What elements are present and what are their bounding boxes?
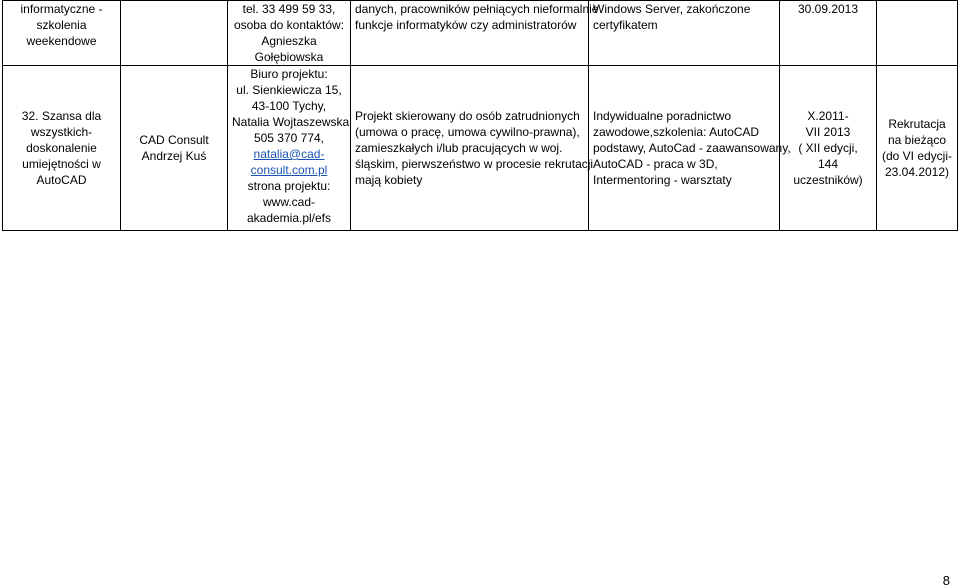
cell-beneficiary bbox=[121, 66, 228, 231]
cell-scope-cont bbox=[589, 1, 780, 66]
text-line: 144 bbox=[817, 157, 839, 171]
text-line: śląskim, pierwszeństwo w procesie rekrutacji bbox=[355, 157, 594, 171]
text-line: Andrzej Kuś bbox=[141, 149, 207, 163]
text-line: funkcje informatyków czy administratorów bbox=[355, 18, 577, 32]
text-line: 32. Szansa dla bbox=[21, 109, 102, 123]
text-line: osoba do kontaktów: bbox=[233, 18, 345, 32]
cell-project-name-cont bbox=[3, 1, 121, 66]
text-line: zawodowe,szkolenia: AutoCAD bbox=[593, 125, 760, 139]
text-line: 505 370 774, bbox=[253, 131, 325, 145]
email-link[interactable]: natalia@cad- bbox=[253, 147, 325, 161]
text-line: ul. Sienkiewicza 15, bbox=[236, 83, 342, 97]
text-line: strona projektu: bbox=[247, 179, 331, 193]
text-line: szkolenia bbox=[36, 18, 87, 32]
text-line: doskonalenie bbox=[26, 141, 97, 155]
text-line: 23.04.2012) bbox=[884, 165, 950, 179]
email-link[interactable]: consult.com.pl bbox=[250, 163, 328, 177]
text-line: na bieżąco bbox=[887, 133, 947, 147]
cell-recruitment-cont bbox=[877, 1, 958, 66]
text-line: VII 2013 bbox=[805, 125, 851, 139]
table-row bbox=[3, 66, 958, 231]
text-line: Gołębiowska bbox=[254, 50, 324, 64]
table-row bbox=[3, 1, 958, 66]
cell-period bbox=[780, 66, 877, 231]
text-line: uczestników) bbox=[793, 173, 863, 187]
text-line: Indywidualne poradnictwo bbox=[593, 109, 732, 123]
text-line: X.2011- bbox=[807, 109, 849, 123]
text-line: informatyczne - bbox=[20, 2, 103, 16]
text-line: Biuro projektu: bbox=[250, 67, 328, 81]
text-line: CAD Consult bbox=[139, 133, 209, 147]
text-line: Rekrutacja bbox=[888, 117, 946, 131]
text-line: (umowa o pracę, umowa cywilno-prawna), bbox=[355, 125, 580, 139]
cell-target-cont bbox=[351, 1, 599, 66]
cell-date-cont bbox=[780, 1, 877, 66]
text-line: 43-100 Tychy, bbox=[251, 99, 327, 113]
text-line: 30.09.2013 bbox=[797, 2, 859, 16]
text-line: Projekt skierowany do osób zatrudnionych bbox=[355, 109, 580, 123]
text-line: umiejętności w bbox=[22, 157, 101, 171]
text-line: certyfikatem bbox=[593, 18, 658, 32]
text-line: mają kobiety bbox=[355, 173, 423, 187]
text-line: wszystkich- bbox=[30, 125, 93, 139]
text-line: weekendowe bbox=[26, 34, 97, 48]
text-line: Natalia Wojtaszewska bbox=[232, 115, 350, 129]
text-line: danych, pracowników pełniących nieformalnie bbox=[355, 2, 599, 16]
cell-beneficiary-cont bbox=[121, 1, 228, 66]
cell-contact-cont bbox=[228, 1, 351, 66]
text-line: AutoCAD - praca w 3D, bbox=[593, 157, 718, 171]
page-number: 8 bbox=[942, 573, 950, 588]
cell-target-group bbox=[351, 66, 594, 231]
text-line: AutoCAD bbox=[36, 173, 87, 187]
text-line: podstawy, AutoCad - zaawansowany, bbox=[593, 141, 791, 155]
text-line: www.cad- bbox=[262, 195, 315, 209]
text-line: ( XII edycji, bbox=[798, 141, 858, 155]
text-line: Intermentoring - warsztaty bbox=[593, 173, 732, 187]
projects-table bbox=[2, 0, 958, 231]
text-line: akademia.pl/efs bbox=[246, 211, 332, 225]
cell-recruitment bbox=[877, 66, 958, 231]
text-line: (do VI edycji- bbox=[881, 149, 953, 163]
cell-project-name bbox=[3, 66, 121, 231]
text-line: tel. 33 499 59 33, bbox=[242, 2, 336, 16]
text-line: Agnieszka bbox=[261, 34, 317, 48]
text-line: Windows Server, zakończone bbox=[593, 2, 751, 16]
text-line: zamieszkałych i/lub pracujących w woj. bbox=[355, 141, 563, 155]
cell-contact bbox=[228, 66, 351, 231]
cell-scope bbox=[589, 66, 791, 231]
